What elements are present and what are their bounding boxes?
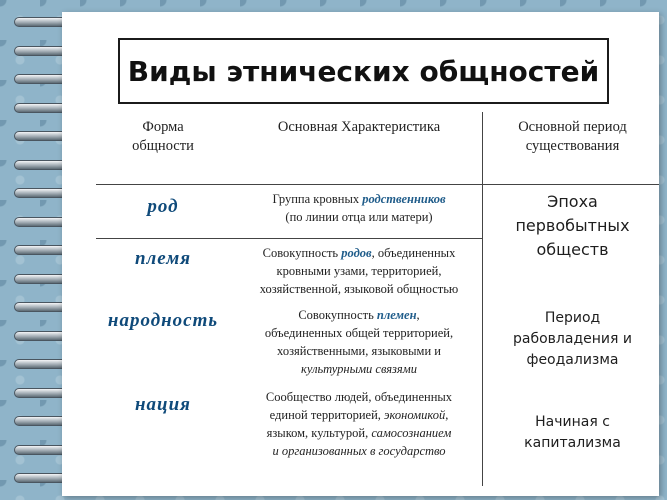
desc-text: , bbox=[445, 408, 449, 422]
period-line: Эпоха bbox=[547, 192, 598, 211]
desc-text: Совокупность bbox=[298, 308, 377, 322]
column-divider bbox=[482, 112, 483, 486]
desc-line bbox=[236, 424, 482, 442]
period-line: обществ bbox=[536, 240, 609, 259]
desc-rod bbox=[236, 190, 482, 226]
desc-text: единой территорией, bbox=[269, 408, 385, 422]
desc-line: Сообщество людей, объединенных bbox=[265, 390, 453, 404]
desc-text: , bbox=[416, 308, 420, 322]
desc-line: кровными узами, территорией, bbox=[276, 264, 442, 278]
form-rod: род bbox=[147, 196, 179, 217]
form-narodnost: народность bbox=[107, 310, 219, 331]
period-line: первобытных bbox=[515, 216, 630, 235]
desc-text: Совокупность bbox=[262, 246, 342, 260]
desc-text: языком, культурой, bbox=[266, 426, 372, 440]
desc-line: хозяйственными, языковыми и bbox=[277, 344, 441, 358]
period-line: рабовладения и bbox=[513, 331, 632, 347]
form-plemya: племя bbox=[134, 248, 192, 269]
desc-keyword: самосознанием bbox=[371, 426, 452, 440]
desc-line: объединенных общей территорией, bbox=[264, 326, 454, 340]
desc-narodnost bbox=[236, 306, 482, 378]
period-line: феодализма bbox=[526, 352, 619, 368]
desc-line bbox=[236, 306, 482, 324]
desc-line bbox=[236, 190, 482, 208]
desc-keyword: экономикой bbox=[384, 408, 446, 422]
desc-naciya bbox=[236, 388, 482, 460]
desc-text: Группа кровных bbox=[272, 192, 363, 206]
row-divider bbox=[96, 238, 482, 239]
desc-line: культурными связями bbox=[301, 362, 417, 376]
desc-keyword: родов bbox=[341, 246, 372, 260]
header-divider bbox=[96, 184, 659, 185]
desc-text: (по линии отца или матери) bbox=[285, 210, 433, 224]
header-form bbox=[96, 118, 230, 156]
title-box bbox=[118, 38, 609, 104]
header-characteristic: Основная Характеристика bbox=[277, 119, 441, 135]
period-capitalism bbox=[486, 412, 659, 454]
ethnic-table bbox=[96, 112, 659, 486]
period-line: Период bbox=[544, 310, 601, 326]
period-line: капитализма bbox=[524, 435, 621, 451]
desc-line bbox=[236, 406, 482, 424]
desc-keyword: племен bbox=[376, 308, 417, 322]
period-line: Начиная с bbox=[535, 414, 610, 430]
desc-text: , объединенных bbox=[371, 246, 456, 260]
form-naciya: нация bbox=[135, 394, 191, 415]
desc-line: хозяйственной, языковой общностью bbox=[259, 282, 459, 296]
period-slavery-feudalism bbox=[486, 308, 659, 371]
header-form-line: общности bbox=[132, 138, 194, 154]
header-period-line: существования bbox=[525, 138, 620, 154]
header-form-line: Форма bbox=[142, 119, 184, 135]
desc-keyword: родственников bbox=[362, 192, 446, 206]
desc-line bbox=[236, 208, 482, 226]
period-primitive bbox=[486, 190, 659, 262]
desc-line: и организованных в государство bbox=[272, 444, 446, 458]
page-title: Виды этнических общностей bbox=[127, 54, 600, 88]
header-period bbox=[486, 118, 659, 156]
header-period-line: Основной период bbox=[518, 119, 627, 135]
desc-line bbox=[236, 244, 482, 262]
desc-plemya bbox=[236, 244, 482, 298]
